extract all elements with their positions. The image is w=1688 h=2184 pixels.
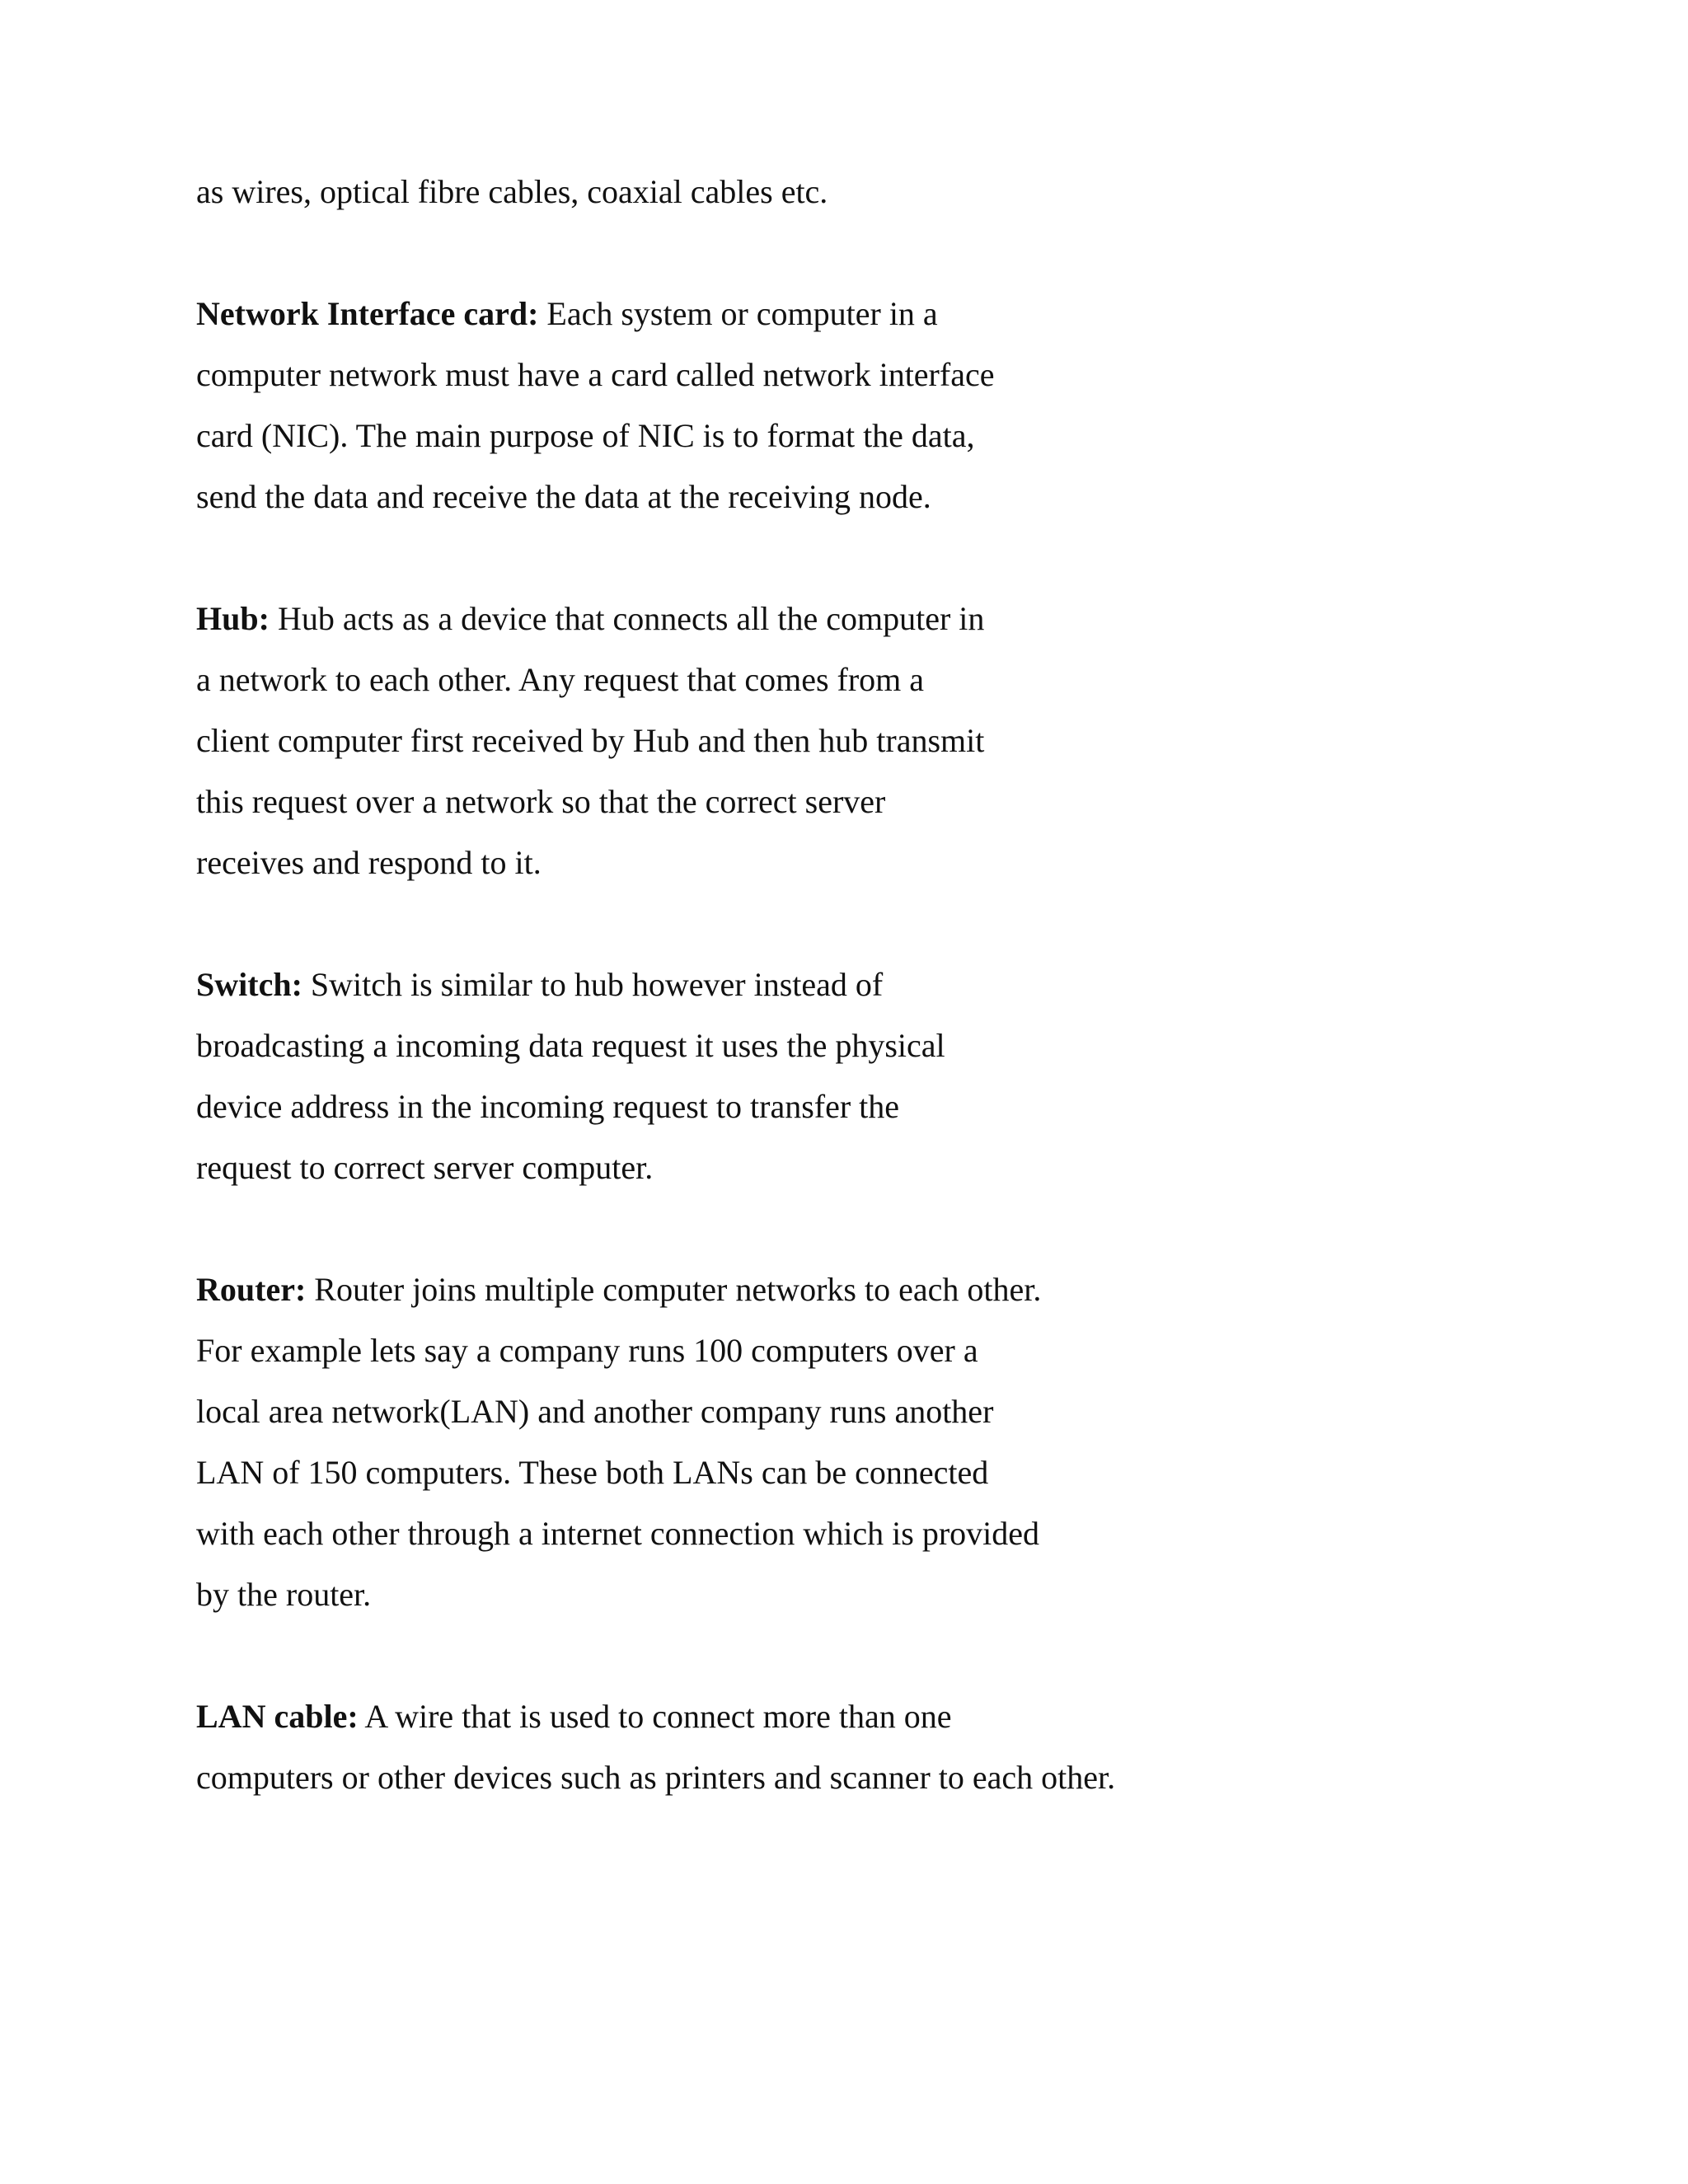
section-lan-cable — [196, 1686, 1515, 1808]
term-heading: Router: — [196, 1271, 307, 1308]
line-text: Switch is similar to hub however instead of — [302, 966, 884, 1003]
line-text: Each system or computer in a — [538, 295, 938, 332]
paragraph-line: local area network(LAN) and another company runs another — [196, 1393, 994, 1430]
paragraph-line — [196, 1259, 1515, 1320]
paragraph-line: computer network must have a card called network interface — [196, 356, 995, 393]
paragraph-line: LAN of 150 computers. These both LANs can be connected — [196, 1454, 989, 1491]
term-heading: Switch: — [196, 966, 302, 1003]
paragraph-gap — [196, 1625, 1515, 1686]
section-hub — [196, 588, 1515, 893]
line-text: Router joins multiple computer networks to each other. — [306, 1271, 1042, 1308]
paragraph-line: send the data and receive the data at the receiving node. — [196, 478, 931, 515]
term-heading: Hub: — [196, 600, 270, 637]
section-router — [196, 1259, 1515, 1625]
paragraph-line: request to correct server computer. — [196, 1149, 654, 1186]
paragraph-gap — [196, 223, 1515, 284]
paragraph-line: computers or other devices such as printers and scanner to each other. — [196, 1759, 1116, 1796]
term-heading: LAN cable: — [196, 1698, 359, 1735]
paragraph-line: client computer first received by Hub and then hub transmit — [196, 722, 985, 759]
paragraph-line: by the router. — [196, 1576, 372, 1613]
term-heading: Network Interface card: — [196, 295, 539, 332]
section-switch — [196, 954, 1515, 1198]
paragraph-line: this request over a network so that the correct server — [196, 783, 886, 820]
paragraph-line: For example lets say a company runs 100 computers over a — [196, 1332, 978, 1369]
paragraph-line: with each other through a internet connection which is provided — [196, 1515, 1040, 1552]
paragraph-line — [196, 1686, 1515, 1747]
line-text: Hub acts as a device that connects all the computer in — [269, 600, 985, 637]
paragraph-line: card (NIC). The main purpose of NIC is to format the data, — [196, 417, 975, 454]
paragraph-gap — [196, 893, 1515, 954]
paragraph-line — [196, 588, 1515, 649]
paragraph-gap — [196, 1198, 1515, 1259]
intro-paragraph — [196, 162, 1515, 223]
paragraph-line — [196, 954, 1515, 1015]
paragraph-line: a network to each other. Any request that comes from a — [196, 661, 925, 698]
paragraph-line: receives and respond to it. — [196, 844, 542, 881]
paragraph-line: as wires, optical fibre cables, coaxial cables etc. — [196, 173, 828, 210]
paragraph-gap — [196, 527, 1515, 588]
section-network-interface-card — [196, 284, 1515, 527]
paragraph-line: device address in the incoming request to transfer the — [196, 1088, 900, 1125]
line-text: A wire that is used to connect more than one — [358, 1698, 952, 1735]
paragraph-line: broadcasting a incoming data request it uses the physical — [196, 1027, 945, 1064]
paragraph-line — [196, 284, 1515, 344]
document-body — [196, 162, 1515, 1808]
